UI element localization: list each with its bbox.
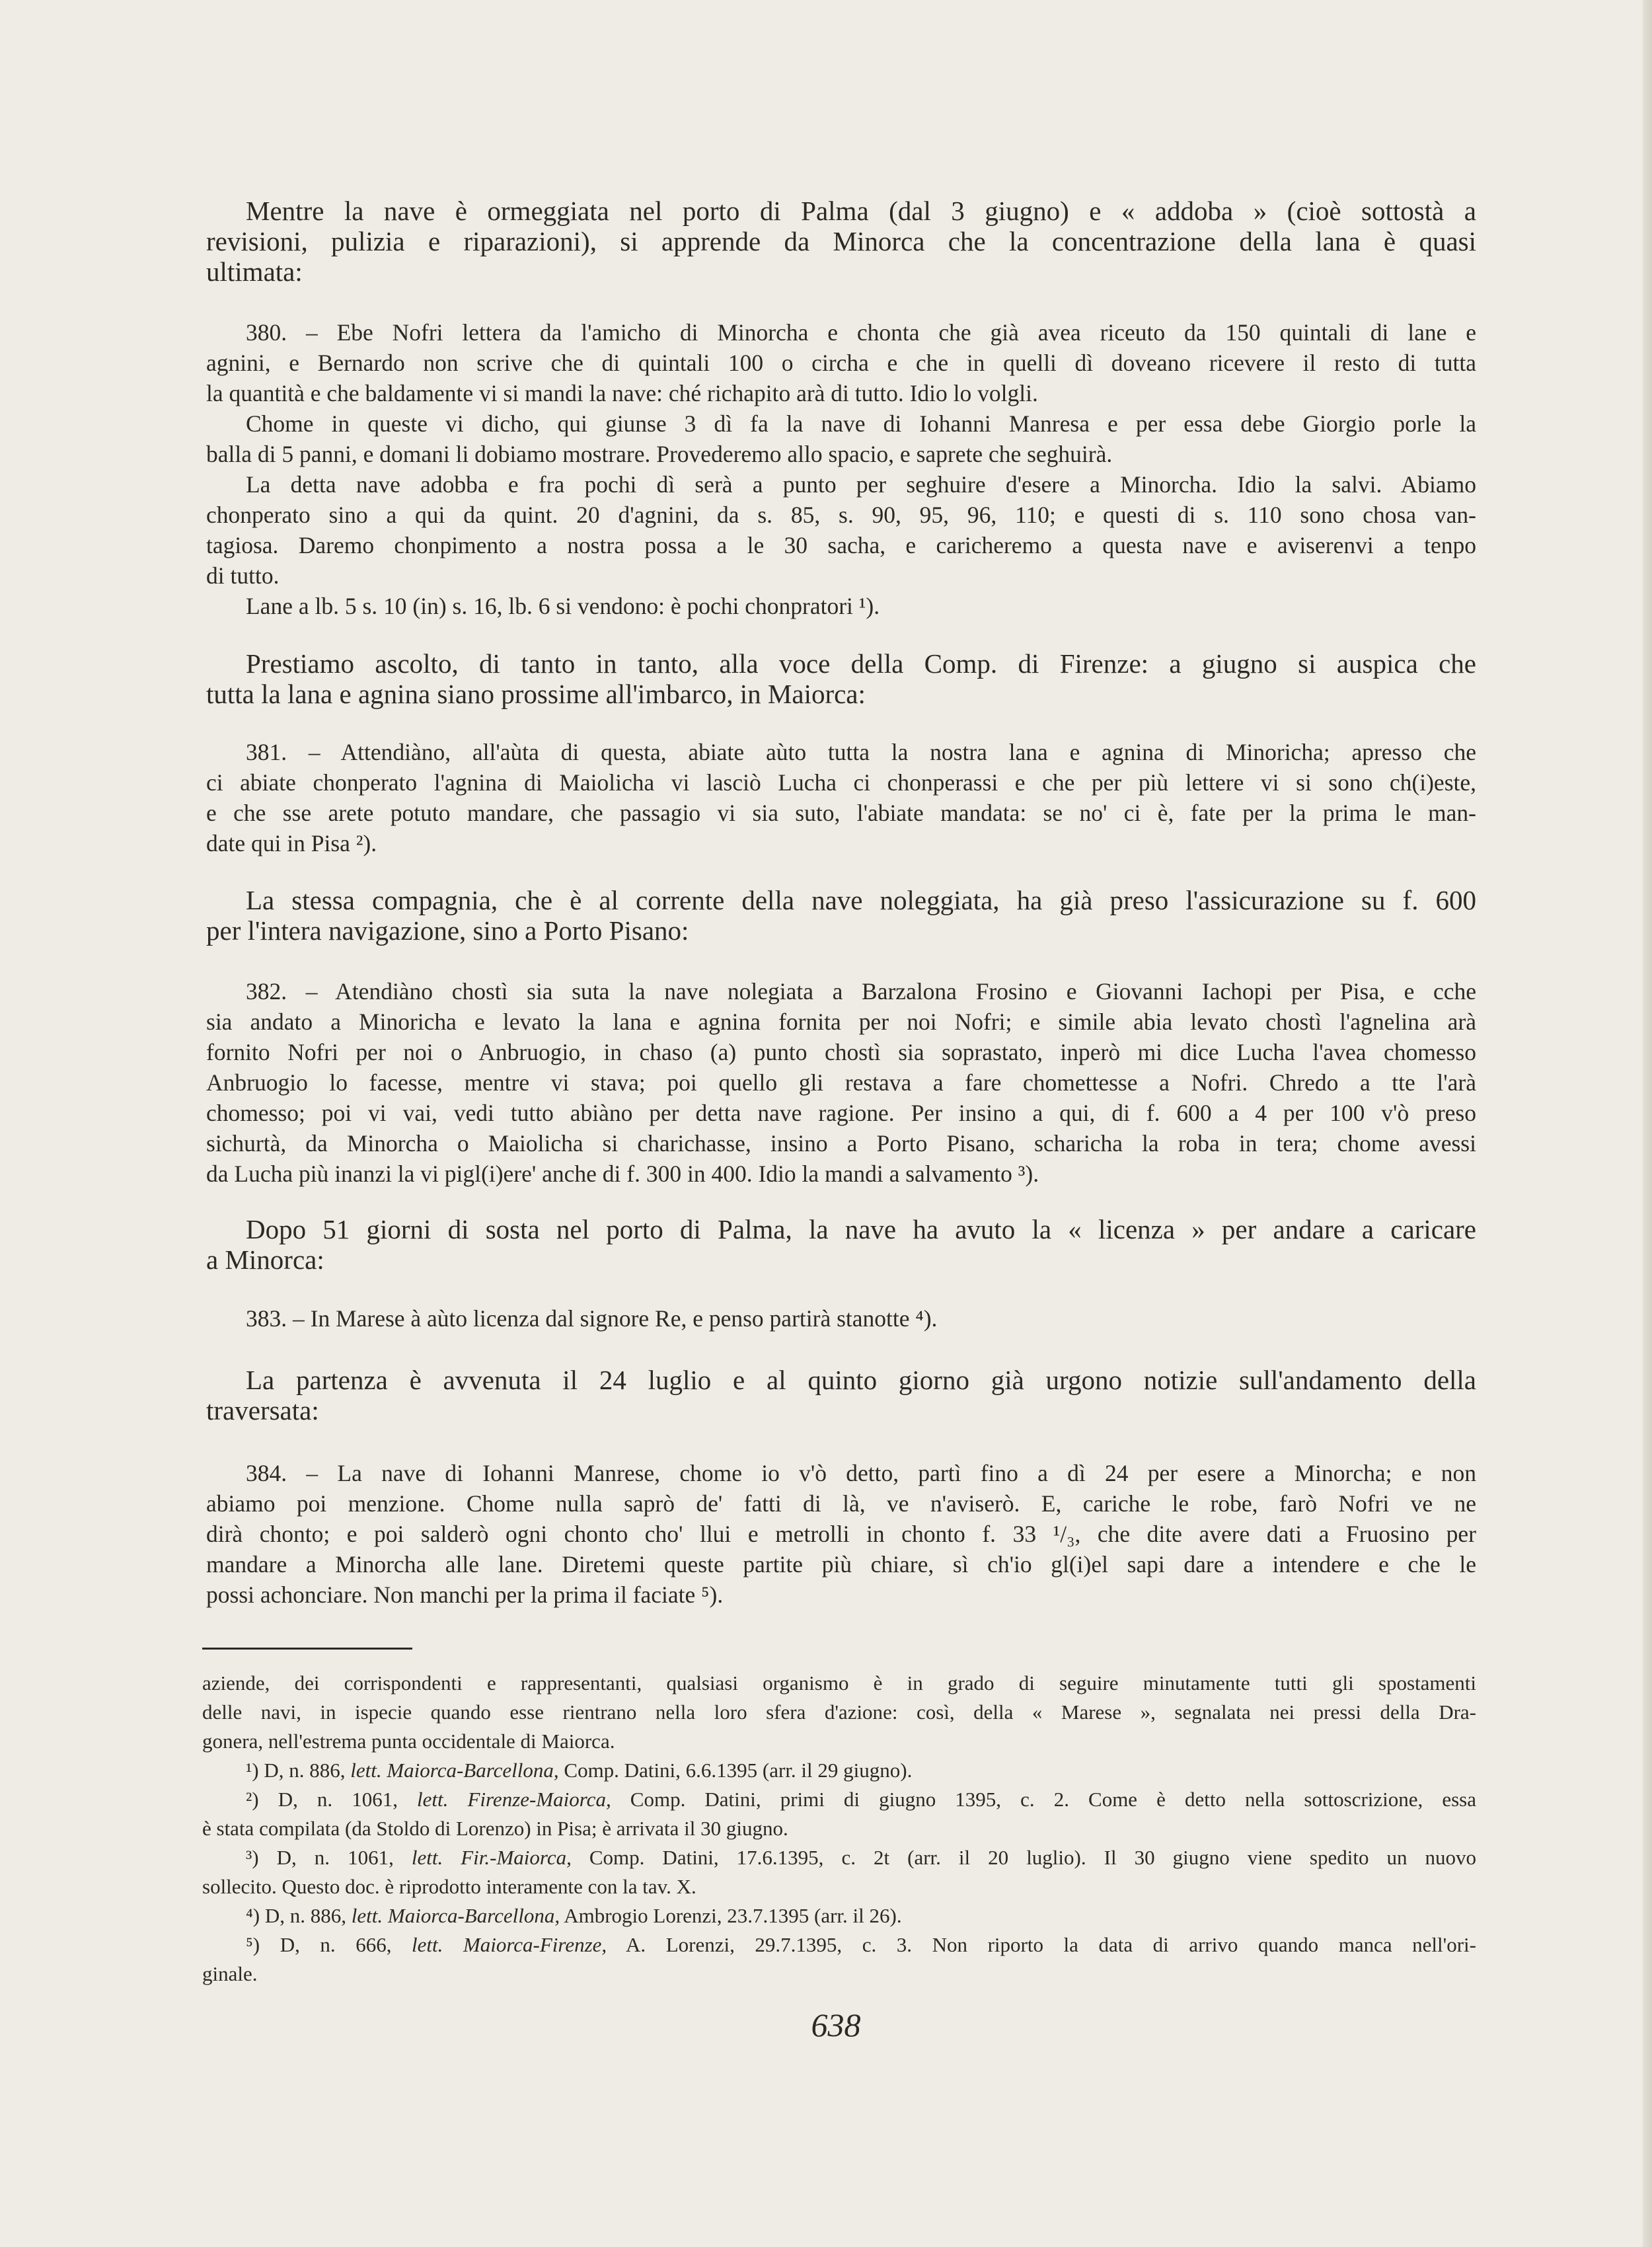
text-line: Chome in queste vi dicho, qui giunse 3 dì fa la nave di Iohanni Manresa e per essa debe Giorgio porle la (246, 410, 1476, 437)
text-line (202, 1785, 1476, 1814)
footnote-separator-rule (202, 1648, 412, 1650)
citation-title: lett. Maiorca-Barcellona, (350, 1759, 559, 1782)
text-line: la quantità e che baldamente vi si mandi la nave: ché richapito arà di tutto. Idio lo volgli. (206, 380, 1038, 406)
text-line: abiamo poi menzione. Chome nulla saprò de' fatti di là, ve n'aviserò. E, cariche le robe, farò Nofri ve ne (206, 1490, 1476, 1517)
paragraph (206, 591, 1476, 621)
text-line: revisioni, pulizia e riparazioni), si apprende da Minorca che la concentrazione della lana è quasi (206, 226, 1476, 256)
text-line: La detta nave adobba e fra pochi dì serà a punto per seghuire d'esere a Minorcha. Idio la salvi. Abiamo (246, 471, 1476, 498)
text-line: a Minorca: (206, 1244, 324, 1275)
text-line: Lane a lb. 5 s. 10 (in) s. 16, lb. 6 si vendono: è pochi chonpratori ¹). (246, 593, 880, 619)
page-number: 638 (811, 2006, 861, 2043)
text-segment: ¹) D, n. 886, (246, 1759, 351, 1782)
footnotes (202, 1669, 1476, 1989)
letter-excerpt (206, 737, 1476, 858)
paragraph (206, 469, 1476, 591)
text-line (202, 1901, 1476, 1930)
text-segment: Comp. Datini, 17.6.1395, c. 2t (arr. il 20 luglio). Il 30 giugno viene spedito un nuovo (571, 1846, 1476, 1869)
letter-excerpt (206, 1303, 1476, 1334)
text-line: gonera, nell'estrema punta occidentale di Maiorca. (202, 1730, 615, 1753)
text-line: ginale. (202, 1962, 258, 1985)
text-segment: ³) D, n. 1061, (246, 1846, 412, 1869)
text-line: ultimata: (206, 256, 303, 287)
text-line (202, 1756, 1476, 1785)
text-segment: Comp. Datini, 6.6.1395 (arr. il 29 giugno). (558, 1759, 913, 1782)
text-line: è stata compilata (da Stoldo di Lorenzo) in Pisa; è arrivata il 30 giugno. (202, 1817, 788, 1840)
paragraph (206, 1214, 1476, 1275)
text-line: Prestiamo ascolto, di tanto in tanto, alla voce della Comp. di Firenze: a giugno si auspica che (246, 648, 1476, 679)
text-line: tagiosa. Daremo chonpimento a nostra possa a le 30 sacha, e caricheremo a questa nave e aviserenvi a tenpo (206, 532, 1476, 558)
footnote-3 (202, 1843, 1476, 1901)
footnote-2 (202, 1785, 1476, 1843)
footnote-5 (202, 1930, 1476, 1989)
paragraph (206, 317, 1476, 408)
text-line: e che sse arete potuto mandare, che passagio vi sia suto, l'abiate mandata: se no' ci è, fate per la prima le man- (206, 800, 1476, 826)
narrative-paragraph (206, 196, 1476, 287)
text-segment: A. Lorenzi, 29.7.1395, c. 3. Non riporto la data di arrivo quando manca nell'ori- (607, 1933, 1476, 1956)
letter-excerpt (206, 976, 1476, 1189)
text-line: chonperato sino a qui da quint. 20 d'agnini, da s. 85, s. 90, 95, 96, 110; e questi di s. 110 sono chosa van- (206, 502, 1476, 528)
text-line: Anbruogio lo facesse, mentre vi stava; poi quello gli restava a fare chomettesse a Nofri. Chredo a tte l'arà (206, 1069, 1476, 1096)
text-line: aziende, dei corrispondenti e rappresentanti, qualsiasi organismo è in grado di seguire minutamente tutti gli spostamenti (202, 1671, 1476, 1695)
text-segment: ⁵) D, n. 666, (246, 1933, 412, 1956)
text-line: chomesso; poi vi vai, vedi tutto abiàno per detta nave ragione. Per insino a qui, di f. 600 a 4 per 100 v'ò preso (206, 1100, 1476, 1126)
footnote-4 (202, 1901, 1476, 1930)
narrative-paragraph (206, 1365, 1476, 1426)
narrative-paragraph (206, 1214, 1476, 1275)
text-line: fornito Nofri per noi o Anbruogio, in chaso (a) punto chostì sia soprastato, inperò mi dice Lucha l'avea chomesso (206, 1039, 1476, 1065)
text-line: da Lucha più inanzi la vi pigl(i)ere' anche di f. 300 in 400. Idio la mandi a salvamento ³). (206, 1161, 1039, 1187)
text-line: sichurtà, da Minorcha o Maiolicha si charichasse, insino a Porto Pisano, scharicha la roba in tera; chome avessi (206, 1130, 1476, 1157)
letter-excerpt (206, 1458, 1476, 1610)
citation-title: lett. Maiorca-Barcellona, (351, 1904, 560, 1927)
paragraph (206, 737, 1476, 858)
paragraph (206, 648, 1476, 709)
paragraph (206, 885, 1476, 946)
text-line: 381. – Attendiàno, all'aùta di questa, abiate aùto tutta la nostra lana e agnina di Minoricha; apresso che (246, 739, 1476, 765)
text-line: 382. – Atendiàno chostì sia suta la nave nolegiata a Barzalona Frosino e Giovanni Iachopi per Pisa, e cche (246, 978, 1476, 1005)
text-line: delle navi, in ispecie quando esse rientrano nella loro sfera d'azione: così, della « Marese », segnalata nei pressi della Dra- (202, 1700, 1476, 1724)
footnote-continuation (202, 1669, 1476, 1756)
narrative-paragraph (206, 885, 1476, 946)
text-line: sia andato a Minoricha e levato la lana e agnina fornita per noi Nofri; e simile abia levato chostì l'agnelina arà (206, 1009, 1476, 1035)
paragraph (206, 408, 1476, 469)
text-segment: Comp. Datini, primi di giugno 1395, c. 2. Come è detto nella sottoscrizione, essa (611, 1788, 1476, 1811)
text-line (202, 1843, 1476, 1872)
text-line: Mentre la nave è ormeggiata nel porto di Palma (dal 3 giugno) e « addoba » (cioè sottostà a (246, 196, 1476, 226)
paragraph (206, 976, 1476, 1189)
text-line: ci abiate chonperato l'agnina di Maiolicha vi lasciò Lucha ci chonperassi e che per più lettere vi si sono ch(i)este, (206, 769, 1476, 796)
text-line: tutta la lana e agnina siano prossime all'imbarco, in Maiorca: (206, 679, 866, 709)
text-line: dirà chonto; e poi salderò ogni chonto cho' llui e metrolli in chonto f. 33 ¹/₃, che dite avere dati a Fruosino per (206, 1521, 1476, 1547)
narrative-paragraph (206, 648, 1476, 709)
footnote-1 (202, 1756, 1476, 1785)
text-line: traversata: (206, 1395, 319, 1426)
text-segment: ⁴) D, n. 886, (246, 1904, 352, 1927)
text-line (202, 1930, 1476, 1960)
text-line: La stessa compagnia, che è al corrente della nave noleggiata, ha già preso l'assicurazione su f. 600 (246, 885, 1476, 915)
paragraph (206, 1458, 1476, 1610)
citation-title: lett. Firenze-Maiorca, (417, 1788, 611, 1811)
paragraph (206, 1303, 1476, 1334)
text-line: possi achonciare. Non manchi per la prima il faciate ⁵). (206, 1581, 724, 1608)
letter-excerpt (206, 317, 1476, 621)
text-line: 383. – In Marese à aùto licenza dal signore Re, e penso partirà stanotte ⁴). (246, 1305, 938, 1332)
text-line: La partenza è avvenuta il 24 luglio e al quinto giorno già urgono notizie sull'andamento della (246, 1365, 1476, 1395)
text-segment: Ambrogio Lorenzi, 23.7.1395 (arr. il 26). (560, 1904, 902, 1927)
paragraph (206, 196, 1476, 287)
text-line: agnini, e Bernardo non scrive che di quintali 100 o circha e che in quelli dì doveano ricevere il resto di tutta (206, 350, 1476, 376)
citation-title: lett. Fir.-Maiorca, (411, 1846, 572, 1869)
text-line: 380. – Ebe Nofri lettera da l'amicho di Minorcha e chonta che già avea riceuto da 150 quintali di lane e (246, 319, 1476, 346)
text-line: 384. – La nave di Iohanni Manrese, chome io v'ò detto, partì fino a dì 24 per esere a Minorcha; e non (246, 1460, 1476, 1486)
text-line: mandare a Minorcha alle lane. Diretemi queste partite più chiare, sì ch'io gl(i)el sapi dare a intendere e che le (206, 1551, 1476, 1578)
text-line: balla di 5 panni, e domani li dobiamo mostrare. Provederemo allo spacio, e saprete che seghuirà. (206, 441, 1113, 467)
text-line: sollecito. Questo doc. è riprodotto interamente con la tav. X. (202, 1875, 696, 1898)
paragraph (206, 1365, 1476, 1426)
text-line: di tutto. (206, 562, 280, 589)
text-line: per l'intera navigazione, sino a Porto Pisano: (206, 915, 689, 946)
text-line: Dopo 51 giorni di sosta nel porto di Palma, la nave ha avuto la « licenza » per andare a caricare (246, 1214, 1476, 1244)
text-segment: ²) D, n. 1061, (246, 1788, 418, 1811)
text-line: date qui in Pisa ²). (206, 830, 377, 857)
page-edge-shadow (1643, 0, 1652, 2247)
citation-title: lett. Maiorca-Firenze, (412, 1933, 607, 1956)
